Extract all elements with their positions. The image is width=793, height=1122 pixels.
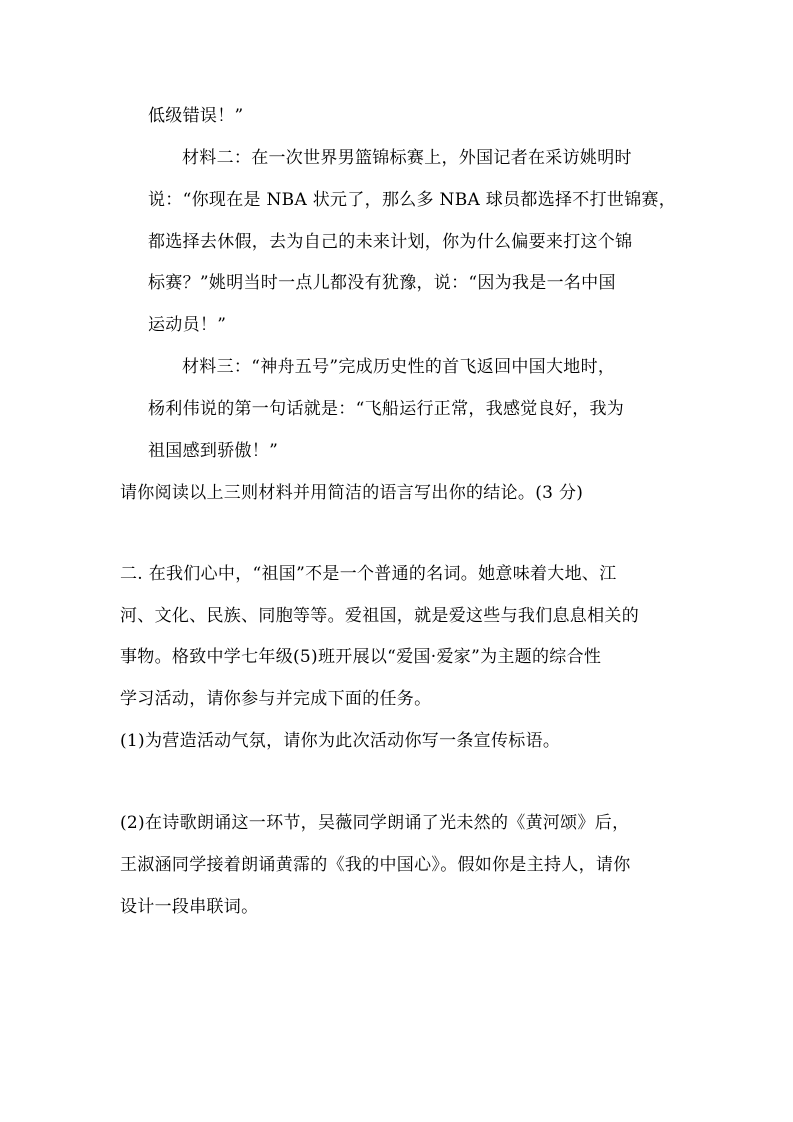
section-two-paragraph-line: 事物。格致中学七年级(5)班开展以“爱国·爱家”为主题的综合性	[120, 647, 602, 667]
material-three-line: 杨利伟说的第一句话就是：“飞船运行正常，我感觉良好，我为	[148, 399, 625, 419]
task-two-line: 王淑涵同学接着朗诵黄霈的《我的中国心》。假如你是主持人，请你	[120, 855, 631, 875]
material-two-line: 运动员！”	[148, 315, 227, 335]
section-two-paragraph-line: 河、文化、民族、同胞等等。爱祖国，就是爱这些与我们息息相关的	[120, 606, 639, 626]
task-two-line: (2)在诗歌朗诵这一环节，吴薇同学朗诵了光未然的《黄河颂》后，	[120, 813, 630, 833]
section-two-paragraph-line: 学习活动，请你参与并完成下面的任务。	[120, 689, 432, 709]
task-one: (1)为营造活动气氛，请你为此次活动你写一条宣传标语。	[120, 731, 561, 751]
material-three-line: 材料三：“神舟五号”完成历史性的首飞返回中国大地时，	[182, 357, 616, 377]
question-instruction: 请你阅读以上三则材料并用简洁的语言写出你的结论。(3 分)	[120, 483, 584, 503]
section-two-paragraph-line: 二. 在我们心中，“祖国”不是一个普通的名词。她意味着大地、江	[120, 564, 617, 584]
material-two-line: 说：“你现在是 NBA 状元了，那么多 NBA 球员都选择不打世锦赛，	[148, 190, 677, 210]
material-three-line: 祖国感到骄傲！”	[148, 441, 279, 461]
material-one-ending: 低级错误！”	[148, 106, 244, 126]
material-two-line: 都选择去休假，去为自己的未来计划，你为什么偏要来打这个锦	[148, 232, 633, 252]
task-two-line: 设计一段串联词。	[120, 897, 259, 917]
material-two-line: 标赛？”姚明当时一点儿都没有犹豫，说：“因为我是一名中国	[148, 273, 616, 293]
material-two-line: 材料二：在一次世界男篮锦标赛上，外国记者在采访姚明时	[182, 148, 632, 168]
